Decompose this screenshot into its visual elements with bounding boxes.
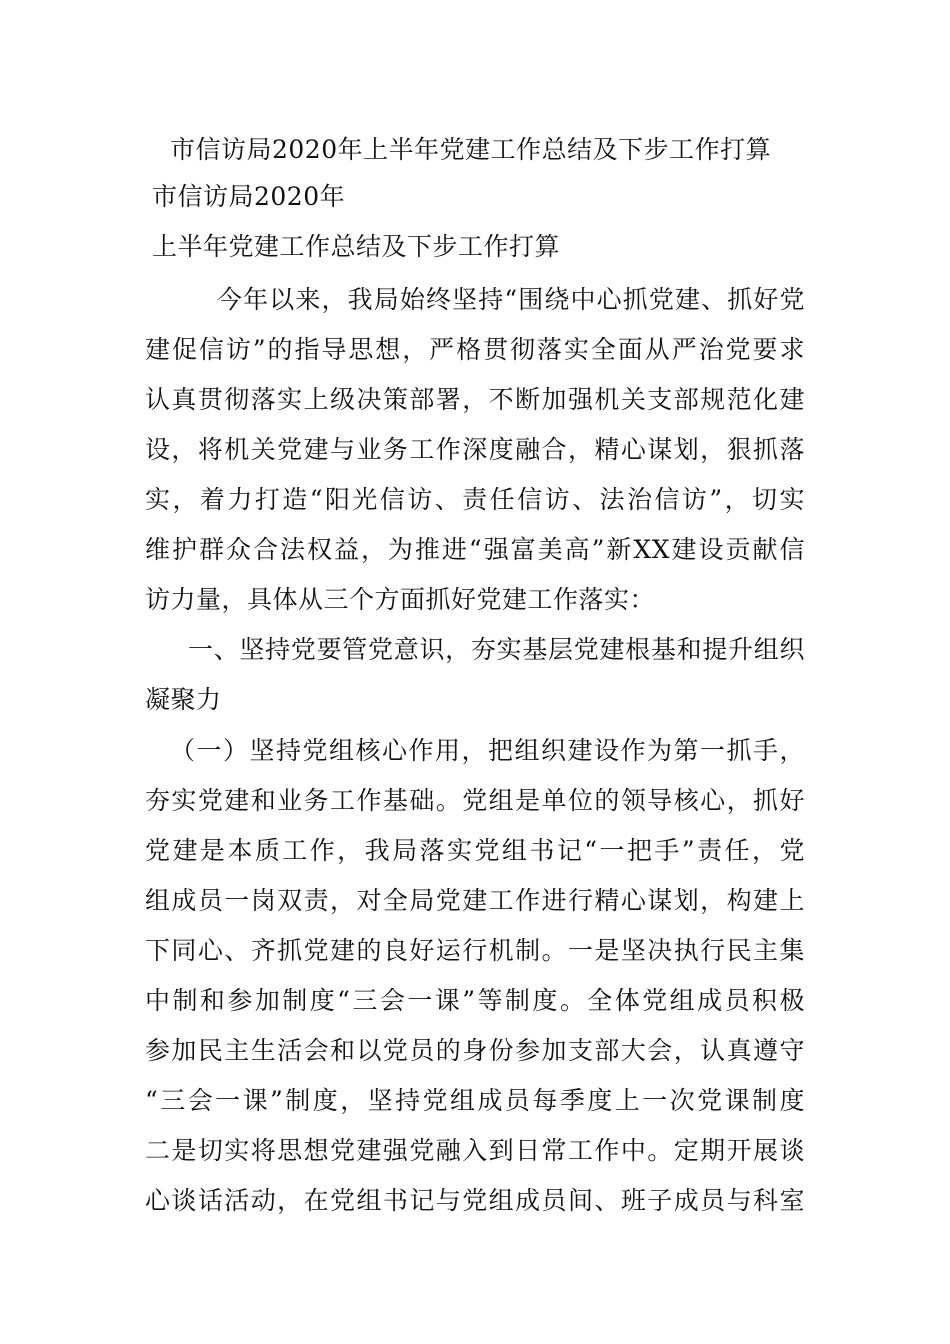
body-line-11: 夯实党建和业务工作基础。党组是单位的领导核心，抓好 [145,786,805,815]
document-heading: 市信访局2020年上半年党建工作总结及下步工作打算 [170,135,772,164]
document-subheading-line-1: 市信访局2020年 [152,182,346,211]
body-line-14: 下同心、齐抓党建的良好运行机制。一是坚决执行民主集 [145,936,805,965]
document-subheading-line-2: 上半年党建工作总结及下步工作打算 [152,232,561,261]
body-line-5: 实，着力打造“阳光信访、责任信访、法治信访”，切实 [145,485,805,514]
body-line-18: 二是切实将思想党建强党融入到日常工作中。定期开展谈 [145,1136,805,1165]
body-line-3: 认真贯彻落实上级决策部署，不断加强机关支部规范化建 [145,385,805,414]
body-line-15: 中制和参加制度“三会一课”等制度。全体党组成员积极 [145,986,805,1015]
subsection-heading-1: （一）坚持党组核心作用，把组织建设作为第一抓手， [170,736,805,765]
body-line-1: 今年以来，我局始终坚持“围绕中心抓党建、抓好党 [217,285,805,314]
body-line-17: “三会一课”制度，坚持党组成员每季度上一次党课制度 [145,1086,805,1115]
body-line-12: 党建是本质工作，我局落实党组书记“一把手”责任，党 [145,836,805,865]
body-line-19: 心谈话活动，在党组书记与党组成员间、班子成员与科室 [145,1186,805,1215]
body-line-13: 组成员一岗双责，对全局党建工作进行精心谋划，构建上 [145,886,805,915]
body-line-16: 参加民主生活会和以党员的身份参加支部大会，认真遵守 [145,1036,805,1065]
section-heading-1-cont: 凝聚力 [145,685,222,714]
body-line-4: 设，将机关党建与业务工作深度融合，精心谋划，狠抓落 [145,435,805,464]
section-heading-1: 一、坚持党要管党意识，夯实基层党建根基和提升组织 [188,635,805,664]
body-line-2: 建促信访”的指导思想，严格贯彻落实全面从严治党要求 [145,335,805,364]
body-line-6: 维护群众合法权益，为推进“强富美高”新XX建设贡献信 [145,535,805,564]
body-line-7: 访力量，具体从三个方面抓好党建工作落实： [145,585,656,614]
